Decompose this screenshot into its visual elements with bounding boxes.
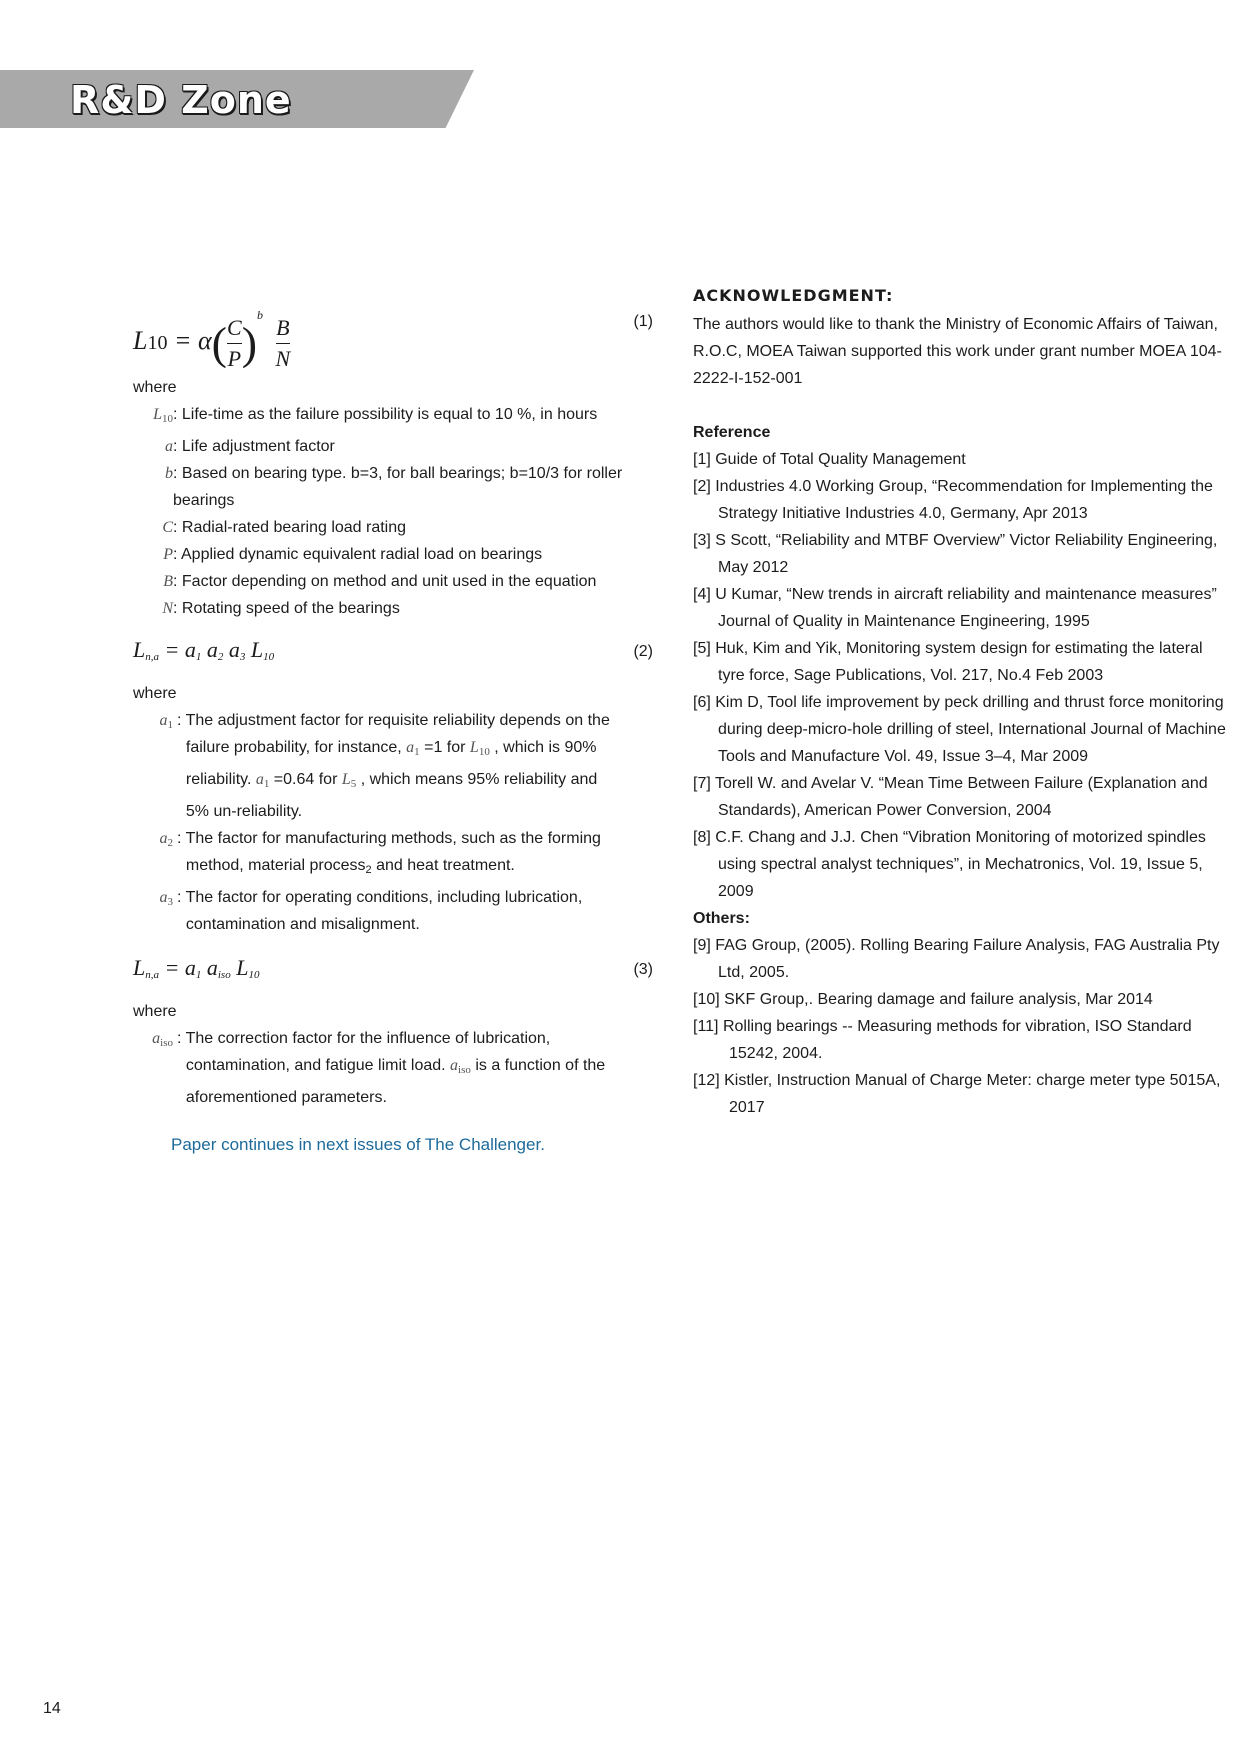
definition-row: $a_2$ : The factor for manufacturing methods, such as the forming method, material process$_2$ and heat treatment. xyxy=(133,825,653,884)
symbol: N xyxy=(162,600,173,617)
others-heading: Others: xyxy=(693,910,750,927)
symbol: P xyxy=(163,546,173,563)
definition-row: C : Radial-rated bearing load rating xyxy=(133,514,653,541)
where-label: where xyxy=(133,1003,177,1020)
left-column xyxy=(133,280,653,1158)
reference-item: [11] Rolling bearings -- Measuring methods for vibration, ISO Standard 15242, 2004. xyxy=(693,1018,1192,1062)
right-column xyxy=(693,282,1233,1121)
definition-row: N : Rotating speed of the bearings xyxy=(133,595,653,622)
definition-row: a : Life adjustment factor xyxy=(133,433,653,460)
equation-3-number: (3) xyxy=(633,961,653,978)
symbol: $a_{iso}$ xyxy=(152,1030,173,1049)
reference-item: [5] Huk, Kim and Yik, Monitoring system design for estimating the lateral tyre force, Sage Publications, Vol. 217, No.4 Feb 2003 xyxy=(693,640,1203,684)
symbol: $L_{10}$ xyxy=(153,406,173,425)
definition-row: B : Factor depending on method and unit used in the equation xyxy=(133,568,653,595)
symbol: $a_2$ xyxy=(159,830,173,849)
definition-row: $L_{10}$ : Life-time as the failure possibility is equal to 10 %, in hours xyxy=(133,401,653,433)
definitions-1 xyxy=(133,401,653,622)
reference-item: [1] Guide of Total Quality Management xyxy=(693,451,966,468)
reference-item: [10] SKF Group,. Bearing damage and failure analysis, Mar 2014 xyxy=(693,991,1153,1008)
definition-row: $a_3$ : The factor for operating conditions, including lubrication, contamination and misalignment. xyxy=(133,884,653,938)
equation-1-number: (1) xyxy=(633,313,653,330)
equation-1-formula: L10 = α( $\frac{C}{P}$ )$^b$ $\frac{B}{N}$ xyxy=(133,308,291,371)
definition-row: P : Applied dynamic equivalent radial load on bearings xyxy=(133,541,653,568)
symbol: $a_3$ xyxy=(159,889,173,908)
reference-item: [8] C.F. Chang and J.J. Chen “Vibration Monitoring of motorized spindles using spectral analyst techniques”, in Mechatronics, Vol. 19, Issue 5, 2009 xyxy=(693,829,1206,900)
definition-row: $a_1$ : The adjustment factor for requisite reliability depends on the failure probability, for instance, $a_1 =1$ for $L_{10}$ , which is 90% reliability. $a_1 =0.64$ for $L_5$ , which means 95% reliability and 5% un-reliability. xyxy=(133,707,653,825)
continuation-note: Paper continues in next issues of The Challenger. xyxy=(171,1135,545,1154)
equation-2-number: (2) xyxy=(633,643,653,660)
reference-item: [4] U Kumar, “New trends in aircraft reliability and maintenance measures” Journal of Quality in Maintenance Engineering, 1995 xyxy=(693,586,1217,630)
acknowledgment-text: The authors would like to thank the Ministry of Economic Affairs of Taiwan, R.O.C, MOEA Taiwan supported this work under grant number MOEA 104-2222-I-152-001 xyxy=(693,316,1222,387)
definitions-2 xyxy=(133,707,653,938)
equation-2 xyxy=(133,630,653,674)
reference-item: [6] Kim D, Tool life improvement by peck drilling and thrust force monitoring during deep-micro-hole drilling of steel, International Journal of Machine Tools and Manufacture Vol. 49, Issue 3–4, Mar 2009 xyxy=(693,694,1226,765)
reference-list xyxy=(693,446,1233,905)
symbol: b xyxy=(165,465,173,482)
symbol: B xyxy=(163,573,173,590)
reference-item: [2] Industries 4.0 Working Group, “Recommendation for Implementing the Strategy Initiative Industries 4.0, Germany, Apr 2013 xyxy=(693,478,1213,522)
where-label: where xyxy=(133,379,177,396)
others-list xyxy=(693,932,1233,1121)
reference-item: [9] FAG Group, (2005). Rolling Bearing Failure Analysis, FAG Australia Pty Ltd, 2005. xyxy=(693,937,1220,981)
definition-row: $a_{iso}$ : The correction factor for the influence of lubrication, contamination, and fatigue limit load. $a_{iso}$ is a function of the aforementioned parameters. xyxy=(133,1025,653,1111)
page-number: 14 xyxy=(43,1700,61,1717)
reference-item: [3] S Scott, “Reliability and MTBF Overview” Victor Reliability Engineering, May 2012 xyxy=(693,532,1218,576)
equation-1 xyxy=(133,280,653,371)
symbol: C xyxy=(162,519,173,536)
reference-heading: Reference xyxy=(693,424,771,441)
symbol: $a_1$ xyxy=(159,712,173,731)
equation-2-formula: $L_{n,a} = a_1$ $a_2$ $a_3$ $L_{10}$ xyxy=(133,637,275,663)
reference-item: [12] Kistler, Instruction Manual of Charge Meter: charge meter type 5015A, 2017 xyxy=(693,1072,1221,1116)
equation-3 xyxy=(133,948,653,992)
equation-3-formula: $L_{n,a} = a_1$ $a_{iso}$ $L_{10}$ xyxy=(133,955,260,981)
symbol: a xyxy=(165,438,173,455)
section-title: R&D Zone xyxy=(70,78,292,122)
where-label: where xyxy=(133,685,177,702)
acknowledgment-heading: ACKNOWLEDGMENT: xyxy=(693,286,894,305)
reference-item: [7] Torell W. and Avelar V. “Mean Time Between Failure (Explanation and Standards), American Power Conversion, 2004 xyxy=(693,775,1208,819)
definition-row: b : Based on bearing type. b=3, for ball bearings; b=10/3 for roller bearings xyxy=(133,460,653,514)
